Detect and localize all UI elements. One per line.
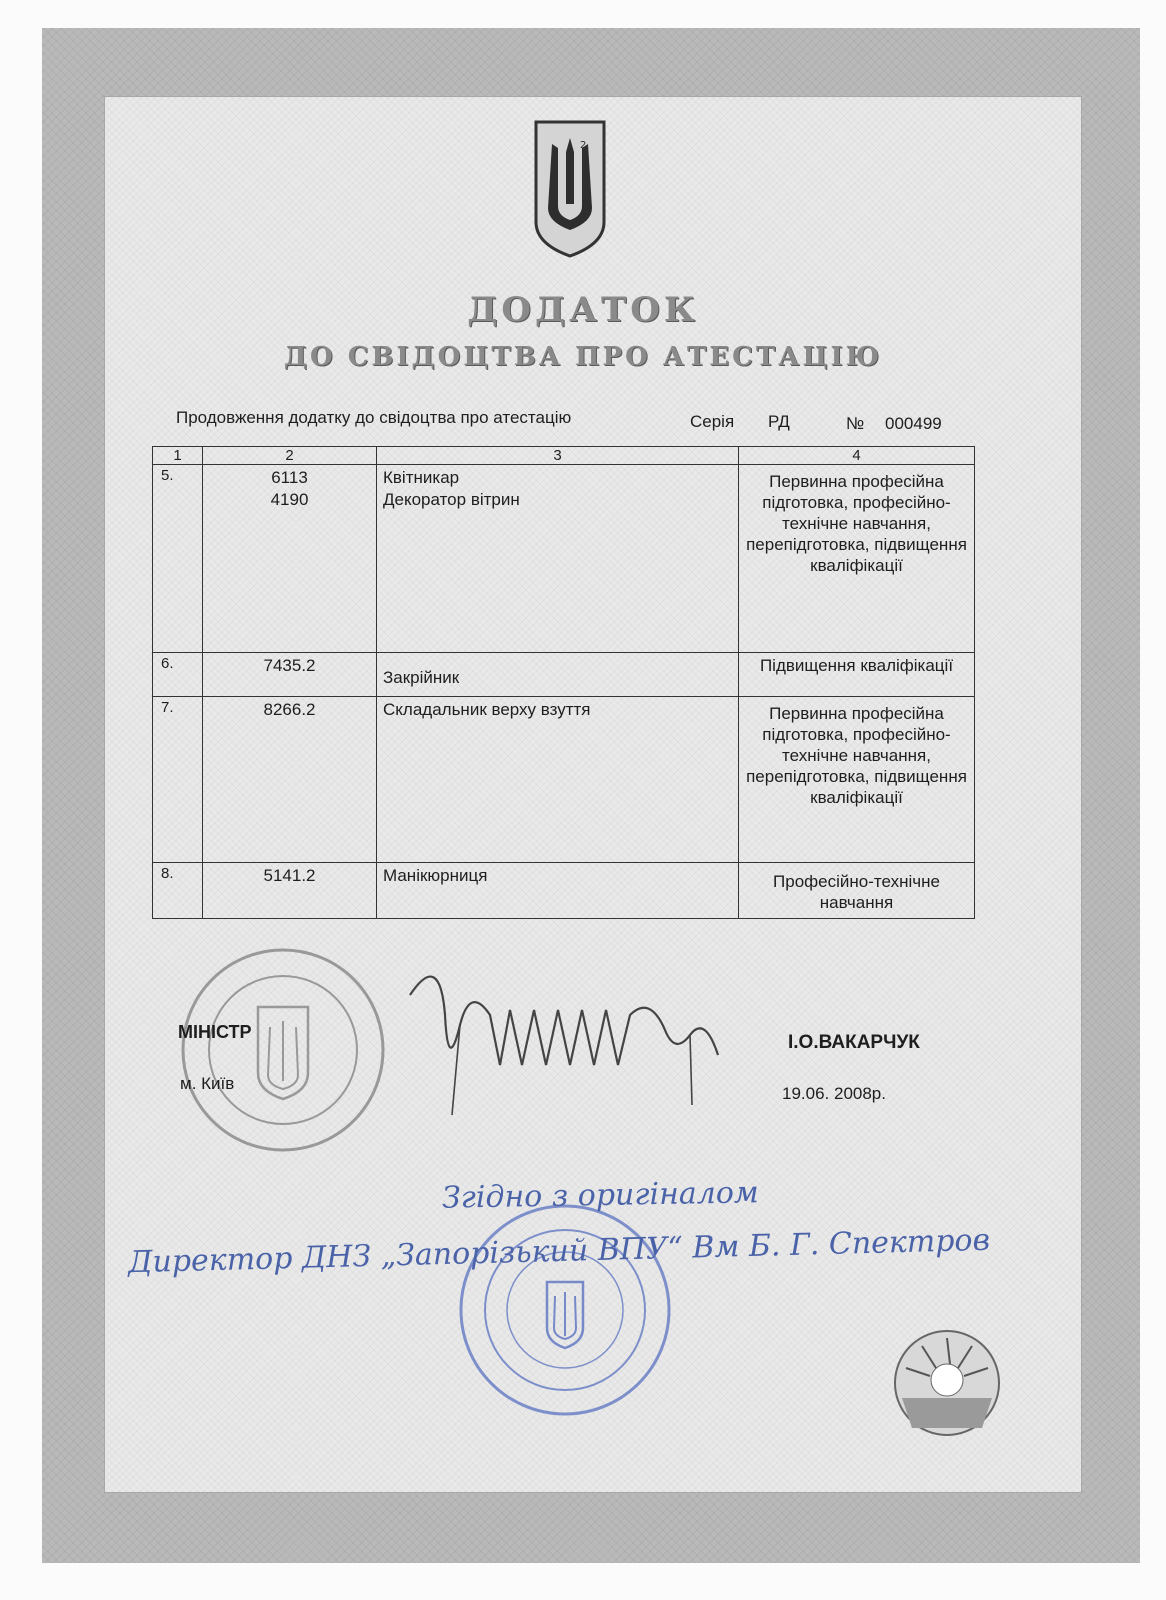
profession-code: 5141.2	[263, 866, 316, 885]
series-value: РД	[768, 412, 790, 431]
header-col-1: 1	[153, 447, 203, 465]
professions-table	[152, 446, 975, 919]
profession-names	[377, 653, 739, 697]
document-subtitle: ДО СВІДОЦТВА ПРО АТЕСТАЦІЮ	[283, 342, 883, 372]
header-col-3: 3	[377, 447, 739, 465]
profession-codes	[203, 863, 377, 919]
header-col-4: 4	[739, 447, 975, 465]
profession-names	[377, 465, 739, 653]
certification-handwriting: Згідно з оригіналом	[441, 1175, 760, 1216]
hologram-emblem-icon	[892, 1328, 1002, 1438]
row-number: 7.	[153, 697, 203, 863]
training-type: Первинна професійна підготовка, професійно-технічне навчання, перепідготовка, підвищення кваліфікації	[739, 697, 975, 863]
profession-name: Манікюрниця	[383, 866, 488, 885]
director-handwriting: Директор ДНЗ „Запорізький ВПУ“ Вм Б. Г. Спектров	[127, 1222, 991, 1281]
ministry-stamp-seal	[178, 945, 388, 1155]
profession-code: 7435.2	[263, 656, 316, 675]
profession-code: 4190	[270, 490, 309, 509]
profession-name: Складальник верху взуття	[383, 700, 591, 719]
profession-name: Декоратор вітрин	[383, 490, 520, 509]
table-row	[153, 697, 975, 863]
training-type: Професійно-технічне навчання	[739, 863, 975, 919]
row-number: 5.	[153, 465, 203, 653]
minister-position: МІНІСТР	[178, 1022, 252, 1042]
profession-code: 6113	[271, 468, 308, 487]
number-label: №	[846, 414, 865, 433]
issue-city: м. Київ	[180, 1074, 235, 1093]
profession-codes	[203, 465, 377, 653]
row-number: 6.	[153, 653, 203, 697]
trident-coat-of-arms-icon	[530, 118, 610, 258]
header-col-2: 2	[203, 447, 377, 465]
svg-text:2: 2	[580, 140, 587, 151]
minister-signature	[400, 955, 730, 1125]
document-title: ДОДАТОК	[467, 290, 699, 330]
number-value: 000499	[885, 414, 942, 433]
minister-name: І.О.ВАКАРЧУК	[788, 1032, 920, 1053]
profession-name: Квітникар	[383, 468, 460, 487]
profession-name: Закрійник	[383, 668, 460, 687]
profession-code: 8266.2	[263, 700, 316, 719]
profession-codes	[203, 653, 377, 697]
signature-date: 19.06. 2008р.	[782, 1084, 886, 1103]
training-type: Первинна професійна підготовка, професійно-технічне навчання, перепідготовка, підвищення кваліфікації	[739, 465, 975, 653]
profession-codes	[203, 697, 377, 863]
profession-names	[377, 697, 739, 863]
table-header-row	[153, 447, 975, 465]
table-row	[153, 465, 975, 653]
table-row	[153, 863, 975, 919]
continuation-text: Продовження додатку до свідоцтва про атестацію	[176, 408, 572, 427]
table-row	[153, 653, 975, 697]
training-type: Підвищення кваліфікації	[739, 653, 975, 697]
series-label: Серія	[690, 412, 735, 431]
profession-names	[377, 863, 739, 919]
row-number: 8.	[153, 863, 203, 919]
